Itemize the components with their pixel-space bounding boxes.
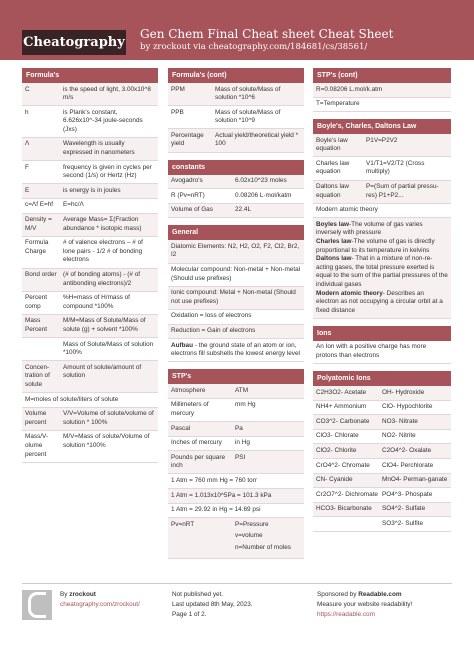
pv-variable: v=volume: [235, 532, 263, 540]
table-row: [22, 315, 158, 338]
column-1: [22, 68, 158, 463]
pv-variable: P=Pressure: [235, 520, 269, 528]
definition-text: -The volume of gas is directly proportional to its temperature in kelvins: [316, 238, 435, 254]
row-value: %H=mass of H/mass of compound *100%: [63, 294, 130, 310]
table-row: [168, 422, 304, 437]
sheet-url-link[interactable]: cheatography.com/184681/cs/38561/: [208, 42, 368, 52]
ion-left: CN- Cyanide: [316, 476, 353, 484]
row-value: 22.4L: [235, 206, 251, 214]
row-key: C: [25, 85, 30, 93]
by-label: by: [140, 42, 151, 52]
row-value: 0.08206 L·mol/katm: [235, 191, 292, 199]
stps-cont-list: [313, 83, 451, 112]
row-key: Percentage yield: [171, 131, 204, 148]
row-value: Amount of solute/amount of solution: [63, 363, 142, 380]
aufbau-text: - the ground state of an atom or ion, electrons fill subshells the lowest energy level: [171, 341, 300, 358]
row-key: [25, 341, 63, 358]
row-key: Pascal: [171, 424, 191, 432]
table-row: [22, 292, 158, 315]
ion-left: C2H3O2- Acetate: [316, 388, 367, 396]
footer-sponsor-url[interactable]: https://readable.com: [317, 611, 375, 618]
section-title-constants: constants: [168, 160, 304, 175]
row-value: V/V=Volume of solute/volume of solution * 100%: [63, 410, 154, 426]
row-key: Atmosphere: [171, 386, 206, 394]
ion-left: NH4+ Ammonium: [316, 403, 367, 411]
footer-sponsor: [317, 590, 402, 600]
row-value: # of valence electrons – # of lone pairs - 1/2 # of bonding electrons: [63, 239, 143, 264]
footer-by-label: By: [60, 591, 68, 598]
definition: [316, 221, 423, 237]
table-row: [313, 503, 451, 518]
ion-right: C2O4^2- Oxalate: [382, 446, 432, 454]
row-value: Wavelength is usually expressed in nanometers: [63, 140, 135, 157]
table-row: [313, 444, 451, 459]
row-value: mm Hg: [235, 401, 256, 409]
table-row: [22, 237, 158, 269]
table-row: [168, 384, 304, 399]
row-key: Pounds per square inch: [171, 453, 226, 470]
column-3: [313, 68, 451, 532]
row-key: Formula Charge: [25, 239, 49, 255]
definition-text: -The volume of gas varies inversely with pressure: [316, 220, 423, 237]
stp-conversion-line: 1 Atm = 29.92 in Hg = 14.69 psi: [168, 504, 304, 519]
table-row: [22, 408, 158, 431]
row-value: is energy is in joules: [63, 186, 121, 194]
row-key: Avogadro's: [171, 177, 203, 185]
cheatography-logo[interactable]: Cheatography: [22, 30, 126, 55]
table-row: [22, 106, 158, 138]
row-value: is Plank's constant, 6.626x10^-34 joule-seconds (Jxs): [63, 108, 143, 133]
ion-right: ClO4- Perchlorate: [382, 461, 434, 469]
footer-sponsor-label: Sponsored by: [317, 591, 357, 598]
table-row: [22, 184, 158, 199]
table-row: [168, 399, 304, 422]
row-value: E=hc/Λ: [63, 201, 84, 209]
row-value: Mass of solute/Mass of solution *10^9: [215, 108, 281, 125]
row-key: Percent comp: [25, 294, 48, 310]
table-row: [22, 138, 158, 161]
row-key: PPB: [171, 108, 184, 116]
definition: [316, 238, 435, 254]
footer-sponsor-text: Measure your website readability!: [317, 601, 413, 608]
section-title-formulas: Formula's: [22, 68, 158, 83]
row-key: Density = M/V: [25, 216, 52, 232]
ion-right: MnO4- Perman-ganate: [382, 476, 448, 484]
table-row: [168, 106, 304, 129]
ion-right: NO3- Nitrate: [382, 417, 418, 425]
stp-conversion-line: 1 Atm = 1.013x10^5Pa = 101.3 kPa: [168, 489, 304, 504]
general-line: Molecular compound: Non-metal + Non-metal (Should use prefixes): [168, 264, 304, 287]
page-footer: [22, 583, 452, 638]
table-row: [22, 431, 158, 463]
row-key: Mass Percent: [25, 317, 48, 333]
definition-keyword: Daltons law: [316, 255, 352, 263]
general-line: Ionic compound: Metal + Non-metal (Should not use prefixes): [168, 287, 304, 310]
table-row: [168, 175, 304, 190]
section-title-formulas-cont: Formula's (cont): [168, 68, 304, 83]
table-row: [313, 181, 451, 204]
author-link[interactable]: zrockout: [152, 42, 191, 52]
general-line: Reduction = Gain of electrons: [168, 325, 304, 340]
row-value: V1/T1=V2/T2 (Cross multiply): [366, 159, 425, 176]
formulas-table: [22, 83, 158, 463]
general-list: [168, 240, 304, 362]
footer-page: Page 1 of 2.: [172, 611, 207, 618]
row-key: E: [25, 186, 30, 194]
row-value: Actual yield/theoretical yield * 100: [215, 131, 299, 148]
author-avatar: [22, 590, 52, 620]
row-key: Volume percent: [25, 410, 47, 426]
table-row: [22, 361, 158, 393]
row-value: M/M=Mass of Solute/Mass of solute (g) + solvent *100%: [63, 317, 146, 333]
row-key: Daltons law equation: [316, 183, 350, 199]
footer-published: Not published yet.: [172, 591, 224, 598]
row-key: R (Pv=nRT): [171, 191, 205, 199]
footer-sponsor-name[interactable]: Readable.com: [358, 591, 402, 598]
ion-right: PO4^3- Phospate: [382, 490, 433, 498]
pv-variable: n=Number of moles: [235, 543, 291, 551]
table-row: [313, 459, 451, 474]
row-key: Boyle's law equation: [316, 136, 348, 153]
ion-left: CrO4^2- Chromate: [316, 461, 370, 469]
definition-keyword: Modern atomic theory: [316, 289, 383, 297]
page-byline: [140, 42, 367, 52]
constants-table: [168, 175, 304, 219]
ion-left: Cr2O7^2- Dichromate: [316, 490, 378, 498]
gas-laws-table: [313, 134, 451, 319]
definition-text: - That in a mixture of non-re-acting gases, the total pressure exerted is equal to the sum of the partial pressures of the individual gases: [316, 255, 448, 288]
row-key: h: [25, 108, 29, 116]
stp-cont-line: R=0.08206 L.mol/k.atm: [313, 83, 451, 98]
definition: [316, 255, 448, 288]
column-2: [168, 68, 304, 559]
ion-left: CO3^2- Carbonate: [316, 417, 370, 425]
row-value: in Hg: [235, 439, 250, 447]
table-row: [313, 517, 451, 532]
table-row: [313, 401, 451, 416]
footer-author[interactable]: zrockout: [69, 591, 96, 598]
row-value: 6.02x10^23 moles: [235, 177, 287, 185]
definition-text: - Describes an electron as not occupying a circular orbit at a fixed distance: [316, 289, 443, 314]
stps-table: [168, 384, 304, 559]
table-row: [22, 161, 158, 184]
formulas-cont-table: [168, 83, 304, 153]
row-value: P=(Sum of partial pressu-res) P1+P2...: [366, 183, 439, 199]
table-row: [168, 189, 304, 204]
row-key: Concen-tration of solute: [25, 363, 50, 388]
table-row: [313, 386, 451, 401]
aufbau-keyword: Aufbau: [171, 341, 194, 349]
definition: [316, 290, 443, 314]
footer-by: [60, 590, 96, 600]
ion-left: ClO2- Chlorite: [316, 446, 357, 454]
row-key: Volume of Gas: [171, 206, 213, 214]
row-key: Bond order: [25, 271, 57, 278]
row-value: (# of bonding atoms) - (# of antibonding electrons)/2: [63, 271, 141, 287]
row-key: Millimeters of mercury: [171, 401, 209, 417]
cheatography-c-icon: [28, 592, 46, 618]
definition-keyword: Boyles law: [316, 220, 350, 228]
page-header: [0, 0, 474, 60]
row-value: [235, 521, 301, 556]
table-row: [168, 204, 304, 219]
section-title-gas-laws: Boyle's, Charles, Daltons Law: [313, 119, 451, 134]
polyatomic-table: [313, 386, 451, 532]
general-line: Oxidation = loss of electrons: [168, 310, 304, 325]
atomic-theory-line: Modern atomic theory: [313, 204, 451, 219]
row-value: Average Mass= Σ(Fraction abundance * isotopic mass): [63, 216, 142, 232]
row-key: Charles law equation: [316, 159, 350, 176]
gas-law-definitions: [313, 218, 451, 319]
row-value: PSI: [235, 453, 246, 461]
via-label: via: [193, 42, 206, 52]
ion-right: SO4^2- Sulfate: [382, 505, 426, 513]
footer-author-url[interactable]: cheatography.com/zrockout/: [60, 601, 140, 608]
row-value: P1V=P2V2: [366, 136, 398, 144]
row-value: M/V=Mass of solute/Volume of solution *100%: [63, 433, 150, 449]
row-value: frequency is given in cycles per second (1/s) or Hertz (Hz): [63, 163, 152, 180]
table-row: [22, 269, 158, 292]
table-row: [313, 415, 451, 430]
table-row: [168, 451, 304, 474]
footer-updated: Last updated 8th May, 2023.: [172, 601, 253, 608]
row-key: c=Λf E=hf: [25, 201, 54, 209]
ion-left: ClO3- Chlorate: [316, 432, 359, 440]
table-row: [168, 83, 304, 106]
ions-text: An Ion with a positive charge has more protons than electrons: [313, 341, 451, 364]
section-title-stps-cont: STP's (cont): [313, 68, 451, 83]
row-value: is the speed of light, 3.00x10^8 m/s: [63, 85, 151, 102]
section-title-general: General: [168, 225, 304, 240]
aufbau-line: [168, 339, 304, 362]
section-title-stps: STP's: [168, 369, 304, 384]
row-key: F: [25, 163, 29, 171]
ion-right: OH- Hydroxide: [382, 388, 425, 396]
row-key: Mass/V-olume percent: [25, 433, 49, 458]
table-row: [22, 338, 158, 361]
general-line: Diatomic Elements: N2, H2, O2, F2, Cl2, Br2, I2: [168, 240, 304, 263]
table-row: [313, 430, 451, 445]
definition-keyword: Charles law: [316, 238, 352, 246]
row-value: Mass of solute/Mass of solution *10^6: [215, 85, 281, 102]
ion-left: HCO3- Bicarbonate: [316, 505, 372, 513]
row-key: Inches of mercury: [171, 439, 222, 447]
table-row: [313, 488, 451, 503]
row-value: Mass of Solute/Mass of solution *100%: [63, 340, 154, 357]
table-row: [313, 134, 451, 157]
table-row: [313, 474, 451, 489]
table-row: [168, 518, 304, 559]
row-value: Pa: [235, 424, 243, 432]
ion-right: ClO- Hypochlorite: [382, 403, 433, 411]
table-row: [313, 157, 451, 180]
ion-right: SO3^2- Sulfite: [382, 519, 424, 527]
row-key: PPM: [171, 85, 185, 93]
row-key: Pv=nRT: [171, 520, 195, 528]
table-row: [168, 437, 304, 452]
stp-conversion-line: 1 Atm = 760 mm Hg = 760 torr: [168, 474, 304, 489]
stp-cont-line: T=Temperature: [313, 98, 451, 113]
ion-right: NO2- Nitrite: [382, 432, 416, 440]
table-row: [168, 129, 304, 152]
page-title: Gen Chem Final Cheat sheet Cheat Sheet: [140, 27, 394, 41]
table-row: [22, 199, 158, 214]
table-row: [22, 83, 158, 106]
ion-left: [316, 520, 382, 529]
section-title-ions: Ions: [313, 326, 451, 341]
section-title-polyatomic: Polyatomic Ions: [313, 371, 451, 386]
table-row: [22, 214, 158, 237]
row-value: ATM: [235, 386, 249, 394]
row-key: Λ: [25, 140, 30, 148]
molarity-text: M=moles of solute/liters of solute: [22, 393, 158, 408]
